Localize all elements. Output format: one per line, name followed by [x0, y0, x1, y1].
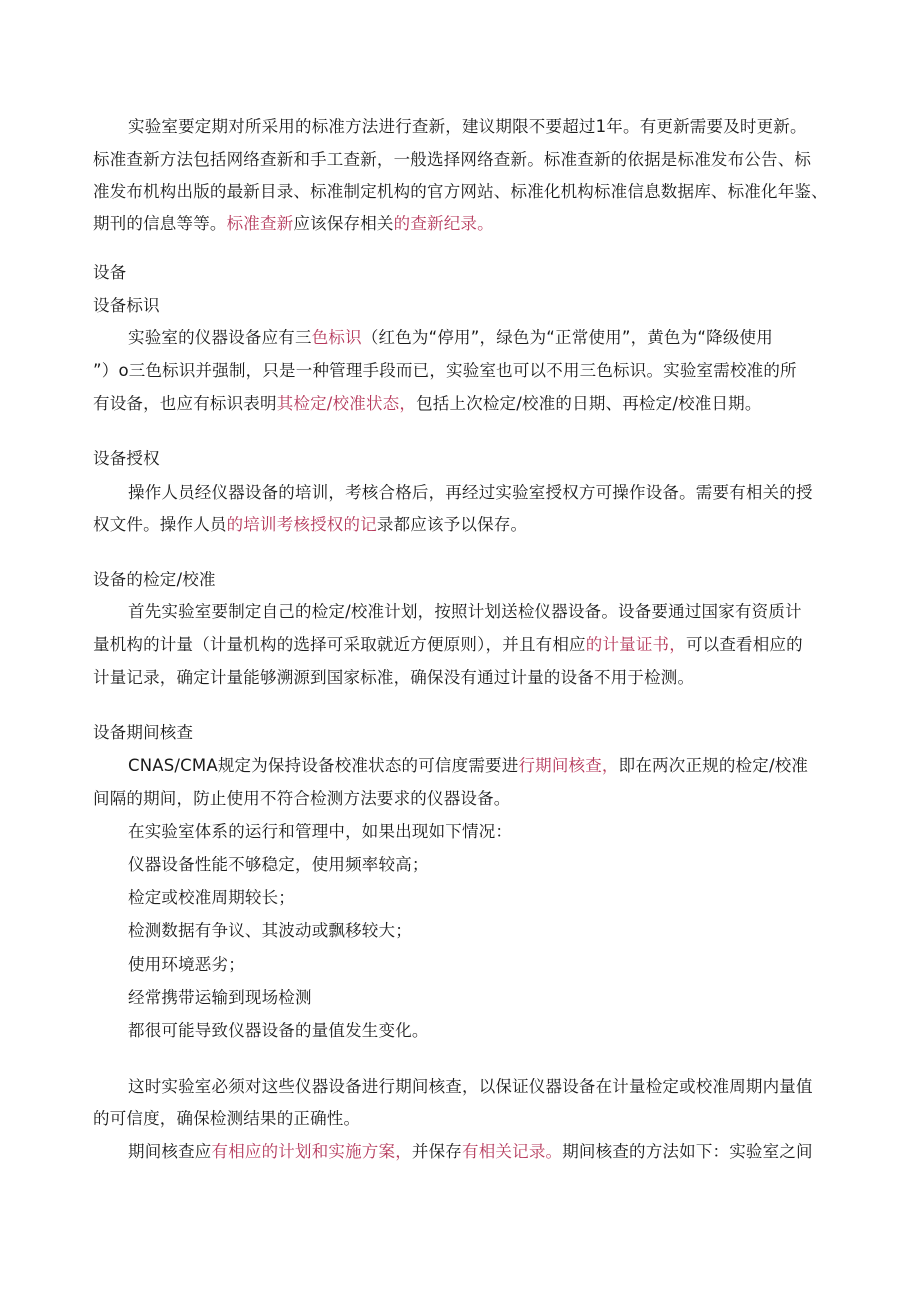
- list-item: 检定或校准周期较长；: [128, 888, 295, 907]
- p1-line-4: 期刊的信息等等。标准查新应该保存相关的查新纪录。: [93, 214, 494, 233]
- list-conclusion: 都很可能导致仪器设备的量值发生变化。: [128, 1021, 429, 1040]
- p4-line-1: 首先实验室要制定自己的检定/校准计划，按照计划送检仪器设备。设备要通过国家有资质计: [128, 602, 802, 621]
- p4-line-2: 量机构的计量（计量机构的选择可采取就近方便原则），并且有相应的计量证书，可以查看相应的: [93, 635, 803, 654]
- highlight-plan: 有相应的计划和实施方案，: [211, 1142, 412, 1161]
- p5-line-2: 间隔的期间，防止使用不符合检测方法要求的仪器设备。: [93, 789, 511, 808]
- p6-line-1: 这时实验室必须对这些仪器设备进行期间核查，以保证仪器设备在计量检定或校准周期内量值: [128, 1077, 813, 1096]
- heading-calibration: 设备的检定/校准: [93, 570, 216, 589]
- list-item: 仪器设备性能不够稳定，使用频率较高；: [128, 855, 429, 874]
- highlight-related-record: 有相关记录。: [462, 1142, 563, 1161]
- highlight-check-record: 的查新纪录。: [393, 214, 494, 233]
- highlight-calibration-status: 其检定/校准状态，: [276, 394, 417, 413]
- highlight-period-check: 行期间核查，: [518, 756, 619, 775]
- p7-line-1: 期间核查应有相应的计划和实施方案，并保存有相关记录。期间核查的方法如下：实验室之间: [128, 1142, 813, 1161]
- p6-line-2: 的可信度，确保检测结果的正确性。: [93, 1109, 361, 1128]
- p4-line-3: 计量记录，确定计量能够溯源到国家标准，确保没有通过计量的设备不用于检测。: [93, 668, 695, 687]
- highlight-standard-check: 标准查新: [226, 214, 294, 233]
- p2-line-3: 有设备，也应有标识表明其检定/校准状态，包括上次检定/校准的日期、再检定/校准日期。: [93, 394, 762, 413]
- p3-line-2: 权文件。操作人员的培训考核授权的记录都应该予以保存。: [93, 515, 528, 534]
- heading-equipment-label: 设备标识: [93, 296, 160, 315]
- p3-line-1: 操作人员经仪器设备的培训，考核合格后，再经过实验室授权方可操作设备。需要有相关的授: [128, 483, 813, 502]
- heading-intermediate-check: 设备期间核查: [93, 723, 194, 742]
- list-item: 经常携带运输到现场检测: [128, 988, 312, 1007]
- p1-line-3: 准发布机构出版的最新目录、标准制定机构的官方网站、标准化机构标准信息数据库、标准化年鉴、: [93, 182, 828, 201]
- heading-equipment: 设备: [93, 263, 127, 282]
- list-item: 使用环境恶劣；: [128, 955, 245, 974]
- heading-authorization: 设备授权: [93, 449, 160, 468]
- highlight-three-color: 色标识: [311, 328, 362, 347]
- p2-line-1: 实验室的仪器设备应有三色标识（红色为“停用”，绿色为“正常使用”，黄色为“降级使用: [128, 328, 773, 347]
- p1-line-2: 标准查新方法包括网络查新和手工查新，一般选择网络查新。标准查新的依据是标准发布公告、标: [93, 150, 812, 169]
- list-item: 检测数据有争议、其波动或飘移较大；: [128, 921, 412, 940]
- p1-line-1: 实验室要定期对所采用的标准方法进行查新，建议期限不要超过1年。有更新需要及时更新。: [128, 117, 807, 136]
- highlight-training-record: 的培训考核授权的记: [226, 515, 377, 534]
- p5-line-1: CNAS/CMA规定为保持设备校准状态的可信度需要进行期间核查，即在两次正规的检定/校准: [128, 756, 809, 775]
- list-intro: 在实验室体系的运行和管理中，如果出现如下情况：: [128, 822, 513, 841]
- highlight-certificate: 的计量证书，: [585, 635, 686, 654]
- p2-line-2: ”）o三色标识并强制，只是一种管理手段而已，实验室也可以不用三色标识。实验室需校准的所: [93, 361, 797, 380]
